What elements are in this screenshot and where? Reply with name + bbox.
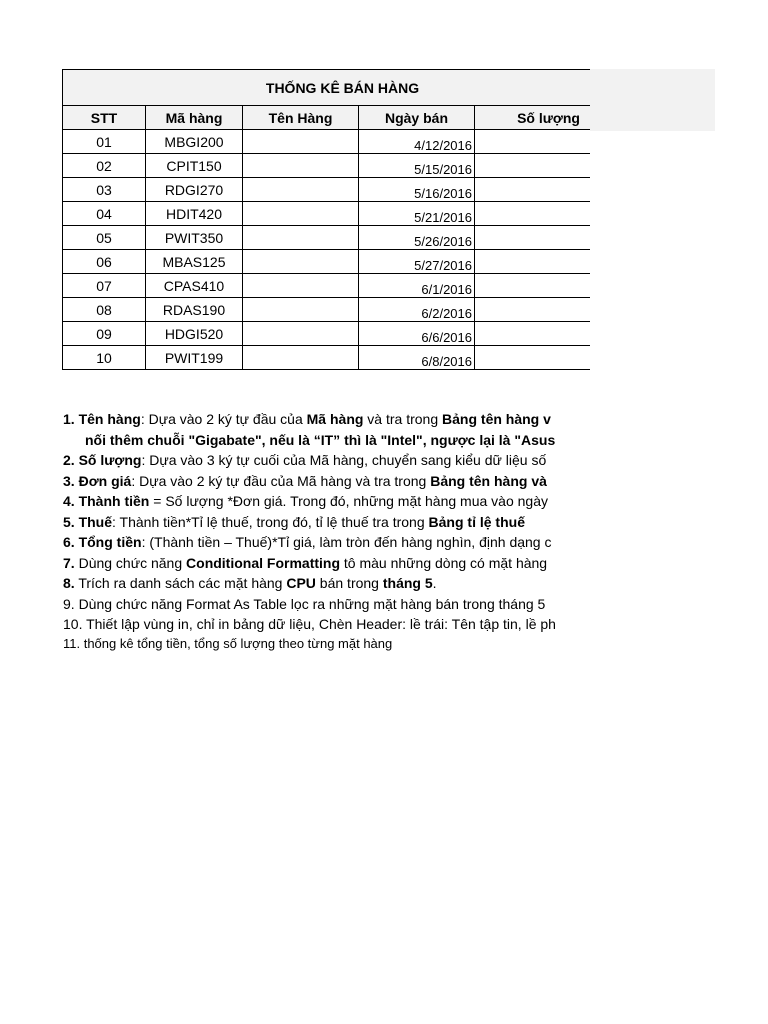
instruction-text: Dùng chức năng <box>74 554 187 571</box>
cell-stt[interactable]: 10 <box>63 346 146 370</box>
instruction-keyword: Thuế <box>78 513 113 530</box>
instruction-number: 1. <box>63 411 75 427</box>
instruction-keyword: Bảng tên hàng và <box>430 472 547 489</box>
cell-stt[interactable]: 09 <box>63 322 146 346</box>
cell-ngay-ban[interactable]: 5/26/2016 <box>359 226 475 250</box>
instruction-keyword: CPU <box>286 575 316 591</box>
table-row <box>63 346 591 370</box>
sales-table <box>62 69 590 370</box>
instruction-keyword: tháng 5 <box>382 575 433 591</box>
cell-so-luong[interactable] <box>475 274 591 298</box>
cell-ten-hang[interactable] <box>243 130 359 154</box>
instruction-2 <box>63 450 590 471</box>
cell-ma-hang[interactable]: HDGI520 <box>146 322 243 346</box>
header-ten-hang[interactable]: Tên Hàng <box>243 106 359 130</box>
instruction-number: 8. <box>63 575 75 591</box>
instruction-number: 2. <box>63 452 75 468</box>
instruction-number: 3. <box>63 472 75 489</box>
instruction-6 <box>63 532 590 553</box>
cell-ten-hang[interactable] <box>243 178 359 202</box>
cell-ngay-ban[interactable]: 6/6/2016 <box>359 322 475 346</box>
instruction-1-continued: nối thêm chuỗi "Gigabate", nếu là “IT” thì là "Intel", ngược lại là "Asus <box>85 431 556 448</box>
instruction-text: tô màu những dòng có mặt hàng <box>340 554 548 571</box>
instruction-number: 5. <box>63 513 75 530</box>
instruction-keyword: Tên hàng <box>78 411 141 427</box>
cell-ngay-ban[interactable]: 5/16/2016 <box>359 178 475 202</box>
cell-so-luong[interactable] <box>475 178 591 202</box>
cell-so-luong[interactable] <box>475 298 591 322</box>
title-band-fill <box>590 69 715 131</box>
cell-so-luong[interactable] <box>475 322 591 346</box>
instruction-text: : Dựa vào 3 ký tự cuối của Mã hàng, chuyển sang kiểu dữ liệu số <box>141 452 547 468</box>
cell-ten-hang[interactable] <box>243 274 359 298</box>
cell-stt[interactable]: 04 <box>63 202 146 226</box>
instruction-text: : Dựa vào 2 ký tự đầu của Mã hàng và tra trong <box>131 472 431 489</box>
cell-ngay-ban[interactable]: 5/27/2016 <box>359 250 475 274</box>
instruction-keyword: Bảng tỉ lệ thuế <box>428 513 525 530</box>
table-row <box>63 250 591 274</box>
cell-so-luong[interactable] <box>475 130 591 154</box>
cell-ma-hang[interactable]: CPIT150 <box>146 154 243 178</box>
instruction-number: 4. <box>63 493 75 509</box>
instruction-11: 11. thống kê tổng tiền, tổng số lượng theo từng mặt hàng <box>63 635 393 651</box>
instruction-text: Trích ra danh sách các mặt hàng <box>74 575 287 591</box>
sales-table-viewport <box>62 69 590 374</box>
cell-ma-hang[interactable]: CPAS410 <box>146 274 243 298</box>
title-row <box>63 70 591 106</box>
cell-ten-hang[interactable] <box>243 346 359 370</box>
cell-ten-hang[interactable] <box>243 250 359 274</box>
table-row <box>63 202 591 226</box>
instruction-number: 6. <box>63 534 75 550</box>
cell-ma-hang[interactable]: PWIT350 <box>146 226 243 250</box>
cell-ngay-ban[interactable]: 4/12/2016 <box>359 130 475 154</box>
instruction-text: bán trong <box>315 575 383 591</box>
cell-ten-hang[interactable] <box>243 202 359 226</box>
cell-ten-hang[interactable] <box>243 322 359 346</box>
cell-so-luong[interactable] <box>475 154 591 178</box>
cell-so-luong[interactable] <box>475 226 591 250</box>
cell-stt[interactable]: 08 <box>63 298 146 322</box>
instruction-5 <box>63 512 590 533</box>
cell-stt[interactable]: 06 <box>63 250 146 274</box>
cell-so-luong[interactable] <box>475 202 591 226</box>
table-row <box>63 130 591 154</box>
cell-stt[interactable]: 05 <box>63 226 146 250</box>
cell-ngay-ban[interactable]: 5/15/2016 <box>359 154 475 178</box>
table-row <box>63 274 591 298</box>
cell-so-luong[interactable] <box>475 250 591 274</box>
header-so-luong[interactable]: Số lượng <box>475 106 591 130</box>
cell-ma-hang[interactable]: RDGI270 <box>146 178 243 202</box>
cell-stt[interactable]: 02 <box>63 154 146 178</box>
table-row <box>63 298 591 322</box>
table-row <box>63 178 591 202</box>
instruction-8 <box>63 573 590 594</box>
cell-ma-hang[interactable]: PWIT199 <box>146 346 243 370</box>
cell-ngay-ban[interactable]: 6/2/2016 <box>359 298 475 322</box>
instruction-text: : (Thành tiền – Thuế)*Tỉ giá, làm tròn đến hàng nghìn, định dạng c <box>141 534 552 550</box>
instruction-keyword: Số lượng <box>78 452 142 468</box>
cell-ma-hang[interactable]: RDAS190 <box>146 298 243 322</box>
table-row <box>63 154 591 178</box>
cell-ngay-ban[interactable]: 5/21/2016 <box>359 202 475 226</box>
cell-ten-hang[interactable] <box>243 154 359 178</box>
instruction-keyword: Mã hàng <box>306 411 364 427</box>
instruction-keyword: Bảng tên hàng v <box>442 411 551 427</box>
sheet-title[interactable]: THỐNG KÊ BÁN HÀNG <box>63 70 591 106</box>
instruction-1 <box>63 409 590 430</box>
cell-ngay-ban[interactable]: 6/8/2016 <box>359 346 475 370</box>
cell-stt[interactable]: 01 <box>63 130 146 154</box>
instruction-number: 7. <box>63 554 75 571</box>
instruction-9: 9. Dùng chức năng Format As Table lọc ra những mặt hàng bán trong tháng 5 <box>63 595 546 612</box>
instruction-text: : Thành tiền*Tỉ lệ thuế, trong đó, tỉ lệ thuế tra trong <box>112 513 429 530</box>
instruction-text: . <box>432 575 437 591</box>
cell-stt[interactable]: 03 <box>63 178 146 202</box>
cell-stt[interactable]: 07 <box>63 274 146 298</box>
instruction-text: = Số lượng *Đơn giá. Trong đó, những mặt hàng mua vào ngày <box>149 493 548 509</box>
instruction-keyword: Conditional Formatting <box>186 554 341 571</box>
instruction-keyword: Đơn giá <box>78 472 132 489</box>
instruction-4 <box>63 491 590 512</box>
instruction-7 <box>63 553 590 574</box>
cell-so-luong[interactable] <box>475 346 591 370</box>
cell-ma-hang[interactable]: MBAS125 <box>146 250 243 274</box>
header-row <box>63 106 591 130</box>
instruction-10: 10. Thiết lập vùng in, chỉ in bảng dữ liệu, Chèn Header: lề trái: Tên tập tin, lề ph <box>63 616 556 632</box>
instructions-list <box>63 409 590 653</box>
cell-ten-hang[interactable] <box>243 298 359 322</box>
cell-ngay-ban[interactable]: 6/1/2016 <box>359 274 475 298</box>
instruction-keyword: Thành tiền <box>78 493 150 509</box>
header-stt[interactable]: STT <box>63 106 146 130</box>
instruction-text: và tra trong <box>363 411 443 427</box>
cell-ma-hang[interactable]: HDIT420 <box>146 202 243 226</box>
instruction-text: : Dựa vào 2 ký tự đầu của <box>140 411 307 427</box>
header-ngay-ban[interactable]: Ngày bán <box>359 106 475 130</box>
cell-ma-hang[interactable]: MBGI200 <box>146 130 243 154</box>
cell-ten-hang[interactable] <box>243 226 359 250</box>
instruction-keyword: Tổng tiền <box>78 534 142 550</box>
header-ma-hang[interactable]: Mã hàng <box>146 106 243 130</box>
table-row <box>63 226 591 250</box>
instruction-3 <box>63 471 590 492</box>
table-row <box>63 322 591 346</box>
